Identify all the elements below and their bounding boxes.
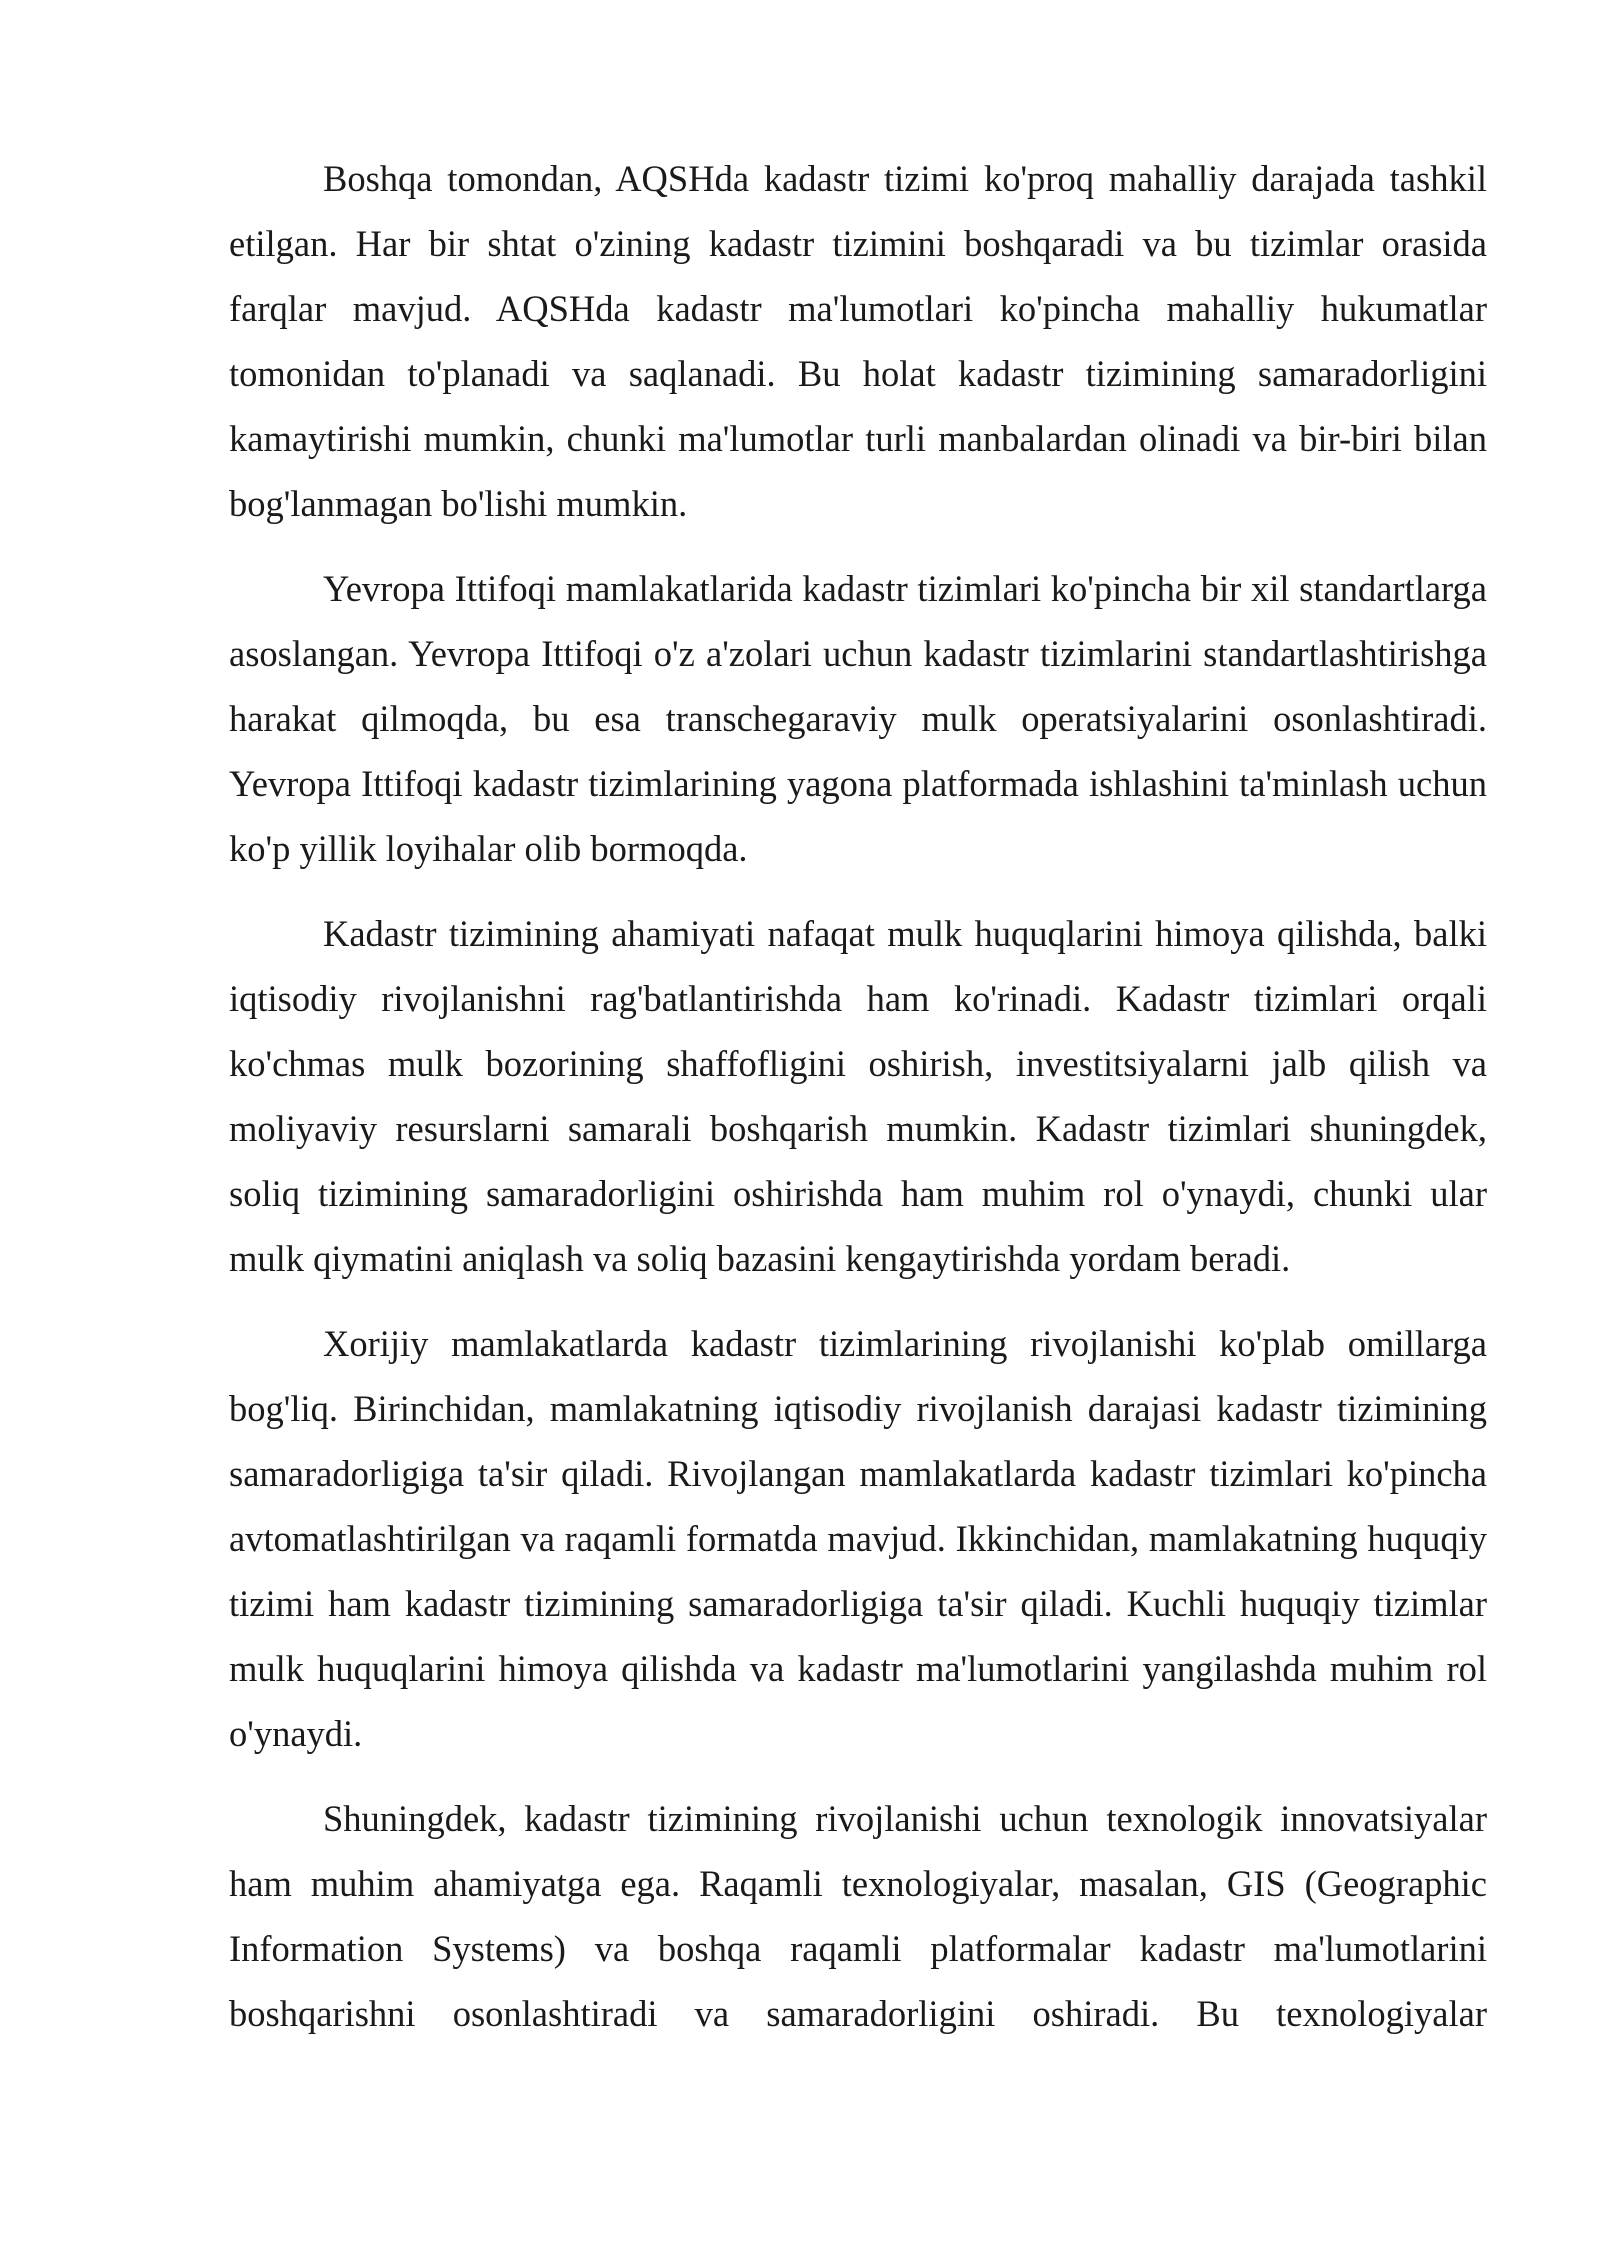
paragraph-5: Shuningdek, kadastr tizimining rivojlanishi uchun texnologik innovatsiyalar ham muhim ahamiyatga ega. Raqamli texnologiyalar, masalan, GIS (Geographic Information Systems) va boshqa raqamli platformalar kadastr ma'lumotlarini boshqarishni osonlashtiradi va samaradorligini oshiradi. Bu texnologiyalar	[229, 1798, 1487, 2034]
paragraph-4: Xorijiy mamlakatlarda kadastr tizimlarining rivojlanishi ko'plab omillarga bog'liq. Birinchidan, mamlakatning iqtisodiy rivojlanish darajasi kadastr tizimining samaradorligiga ta'sir qiladi. Rivojlangan mamlakatlarda kadastr tizimlari ko'pincha avtomatlashtirilgan va raqamli formatda mavjud. Ikkinchidan, mamlakatning huquqiy tizimi ham kadastr tizimining samaradorligiga ta'sir qiladi. Kuchli huquqiy tizimlar mulk huquqlarini himoya qilishda va kadastr ma'lumotlarini yangilashda muhim rol o'ynaydi.	[229, 1323, 1487, 1754]
paragraph-3: Kadastr tizimining ahamiyati nafaqat mulk huquqlarini himoya qilishda, balki iqtisodiy rivojlanishni rag'batlantirishda ham ko'rinadi. Kadastr tizimlari orqali ko'chmas mulk bozorining shaffofligini oshirish, investitsiyalarni jalb qilish va moliyaviy resurslarni samarali boshqarish mumkin. Kadastr tizimlari shuningdek, soliq tizimining samaradorligini oshirishda ham muhim rol o'ynaydi, chunki ular mulk qiymatini aniqlash va soliq bazasini kengaytirishda yordam beradi.	[229, 913, 1487, 1279]
body-text	[229, 146, 1487, 2046]
paragraph-2: Yevropa Ittifoqi mamlakatlarida kadastr tizimlari ko'pincha bir xil standartlarga asoslangan. Yevropa Ittifoqi o'z a'zolari uchun kadastr tizimlarini standartlashtirishga harakat qilmoqda, bu esa transchegaraviy mulk operatsiyalarini osonlashtiradi. Yevropa Ittifoqi kadastr tizimlarining yagona platformada ishlashini ta'minlash uchun ko'p yillik loyihalar olib bormoqda.	[229, 568, 1487, 869]
paragraph-1: Boshqa tomondan, AQSHda kadastr tizimi ko'proq mahalliy darajada tashkil etilgan. Har bir shtat o'zining kadastr tizimini boshqaradi va bu tizimlar orasida farqlar mavjud. AQSHda kadastr ma'lumotlari ko'pincha mahalliy hukumatlar tomonidan to'planadi va saqlanadi. Bu holat kadastr tizimining samaradorligini kamaytirishi mumkin, chunki ma'lumotlar turli manbalardan olinadi va bir-biri bilan bog'lanmagan bo'lishi mumkin.	[229, 158, 1487, 524]
